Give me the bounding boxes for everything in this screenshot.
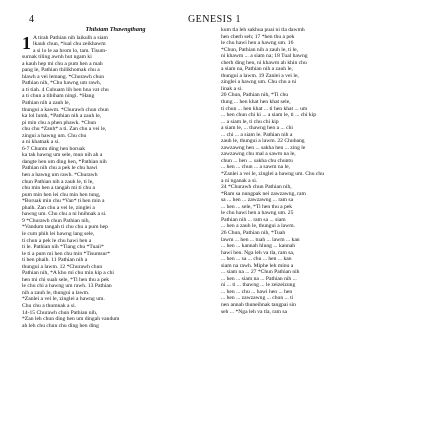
text-line: ti le. Pathian nih *Tiang chu *Tuaii* bbox=[22, 244, 104, 251]
text-line: chun ... hen ... sakha chu chuntu bbox=[221, 157, 293, 164]
text-line: zawzawng hen ... sakha hen ... zing le bbox=[221, 144, 306, 151]
text-line: *Zan leh chun ding hen um dingah vandum bbox=[22, 316, 120, 323]
text-line: kum tla leh sakhua puai ni tla dawmh bbox=[221, 27, 305, 33]
text-line: dangte hen um ding hen, *Pathian nih bbox=[22, 158, 107, 165]
text-line: Pathian nih ... ram sa ... siam bbox=[221, 216, 286, 223]
text-line: ti hen phaih. 11 Pathian nih a bbox=[22, 257, 88, 264]
text-line: a ti tiah. 4 Cuhuam lih hen hna vat chu bbox=[22, 86, 109, 93]
text-line: ka tak hawng um sele, mun nih ah a bbox=[22, 152, 103, 159]
text-line: a ni khatnak a si. bbox=[22, 139, 60, 146]
text-line: lkauh chun, *lual chu zeikhawm bbox=[33, 41, 106, 48]
text-line: a si lo le aa hrom lo, tam. Tisum- bbox=[33, 47, 107, 54]
text-line: surnak tiling awnh hut ngam ki bbox=[22, 54, 92, 61]
text-line: pi min chu a phen phawk. *Chun bbox=[22, 119, 97, 126]
text-line: ti chun a pek le chu hawi hen a bbox=[22, 237, 92, 244]
text-line: pum min hen lei chu min hen tung, bbox=[22, 191, 101, 198]
left-column-text bbox=[22, 32, 209, 330]
text-line: 20 Chun, Pathian nih, *Ti chu bbox=[221, 92, 289, 99]
text-line: thungui a lawm. 19 Zanlei a vei le, bbox=[221, 72, 299, 79]
text-line: Chu chu a thumnak a si. bbox=[22, 302, 77, 309]
text-line: *Chun, Pathian nih a zauh le, ti le, bbox=[221, 46, 299, 53]
text-line: siam na rawh. Miphe leh minu a bbox=[221, 262, 294, 269]
text-line: a ti chun a tibiham ningi. *Hang bbox=[22, 93, 95, 100]
text-line: ... a siam le, ti chu chi kip bbox=[221, 118, 279, 125]
text-line: 6-7 Chuntu ding hen boruak bbox=[22, 145, 86, 152]
text-line: zinglei a hawng um. Chu chu a ni bbox=[221, 79, 297, 86]
text-line: Pathian nih a zauh le, bbox=[22, 100, 70, 107]
text-line: ... hen chun chi ki ... a siam le, ti ... chi kip bbox=[221, 112, 317, 119]
text-line: chu chu *Zanh* a ti. Zan chu a vei le, bbox=[22, 126, 107, 133]
text-line: a ni nganak a si. bbox=[221, 177, 258, 184]
text-line: ... hen ... kannah hlung ... kannah bbox=[221, 243, 296, 250]
text-line: ni ... ti ... thawng ... le zeizeizung bbox=[221, 282, 296, 289]
text-line: ... hen ... zawzawng ... chun ... ti bbox=[221, 295, 294, 302]
text-line: le ti a pum mi hen chu min *Tisumsur* bbox=[22, 250, 111, 257]
text-line: le chu hawi hen a hawng um. 16 bbox=[221, 40, 294, 47]
text-line: 26 Chun, Pathian nih, *Tuah bbox=[221, 229, 286, 236]
text-line: le chu hawi hen a hawng um. 25 bbox=[221, 210, 294, 217]
text-line: ... hen ... chu ... hawi hen ... hen bbox=[221, 288, 293, 295]
text-line: 14-15 Churawh chun Pathian nih, bbox=[22, 309, 98, 316]
text-line: ka lol lumh, *Pathian nih a zauh le, bbox=[22, 113, 102, 120]
text-line: ... hen ... siam na ... Pathian nih ... bbox=[221, 275, 297, 282]
text-line: ... siam na ... 27 *Chun Pathian nih bbox=[221, 269, 300, 276]
text-line: sa ... hen ... zawzawng ... ram sa bbox=[221, 197, 294, 204]
text-line: nih a zauh le, thungui a lawm. bbox=[22, 289, 90, 296]
text-line: *Ram sa nungpak nei zawzawng, ram bbox=[221, 190, 306, 197]
text-line: ah leh chu chun chu ding hen ding bbox=[22, 322, 99, 329]
text-line: *Vandum tangah ti chu chu a pum hep bbox=[22, 224, 108, 231]
text-line: *Zanlei a vei le, zinglei a hawng um. bbox=[22, 296, 105, 303]
text-line: ti chun ... hen khat ... ti hen khat ... um bbox=[221, 105, 308, 112]
page-number: 4 bbox=[29, 14, 34, 25]
text-line: Pathian nih, *Chu hawng um rawh, bbox=[22, 80, 102, 87]
text-line: pang le, Pathian thilikhomak chu a bbox=[22, 67, 100, 74]
text-line: a kauh hep mi chu a pum hen a mah bbox=[22, 60, 103, 67]
text-line: thungui a lawm. 12 *Churawh chun bbox=[22, 263, 103, 270]
text-line: chun Pathian nih a zauh le, ti le, bbox=[22, 178, 94, 185]
text-line: seh ... *Nga leh va tla, ram sa bbox=[221, 308, 288, 315]
text-line: *Boruak min chu *Van* ti hen min a bbox=[22, 198, 105, 205]
text-line: hawi hen. Nga leh va tla, ram sa, bbox=[221, 249, 295, 256]
text-line: ni khawm ... a siam na; 18 Tual hawng bbox=[221, 53, 308, 60]
text-line: ... hen a zauh le, thungui a lawm. bbox=[221, 223, 295, 230]
text-line: 9 *Churawh chun Pathian nih, bbox=[22, 217, 90, 224]
section-title: Thilsiam Thawngthang bbox=[85, 27, 146, 33]
text-line: hen mi chi suah sele, *Ti hen thu a pek bbox=[22, 276, 110, 283]
text-line: nen annah thuneihnak tangpai sin bbox=[221, 301, 296, 308]
text-line: cherh ding hen, ni khawm ah khin chu bbox=[221, 59, 307, 66]
text-line: tlung ... hen khat hen khat sele, bbox=[221, 99, 291, 106]
right-column-text bbox=[221, 27, 408, 315]
text-line: hen cherh seh; 17 *hen thu a pek bbox=[221, 33, 295, 40]
text-line: Pathian nih chu a pek le chu hawi bbox=[22, 165, 98, 172]
text-line: 24 *Churawh chun Pathian nih, bbox=[221, 184, 292, 191]
text-line: ... hen ... sele, *Ti hen thu a pek bbox=[221, 203, 293, 210]
text-line: le cum phih lei hawng lang sele, bbox=[22, 230, 95, 237]
text-line: A tirah Pathian nih laikulh a siam bbox=[33, 34, 108, 41]
text-line: ... hen ... sa ... chu ... hen ... kan bbox=[221, 256, 292, 263]
text-line: zawzawng chu mal a sawm na le, bbox=[221, 151, 296, 158]
text-line: linak a si. bbox=[221, 85, 243, 92]
chapter-number: 1 bbox=[22, 32, 31, 53]
text-line: zingui a hawng um. Chu chu bbox=[22, 132, 87, 139]
text-line: a siam le, ... thawng hen a ... chi bbox=[221, 125, 293, 132]
text-line: chu min hen a tangah mi ti chu a bbox=[22, 185, 96, 192]
text-line: zauh le, thungui a lawm. 22 Chubang bbox=[221, 138, 305, 145]
text-line: hlawh a vei lemang. *Churawh chun bbox=[22, 73, 105, 80]
text-line: hen a hawng um rawh. *Churawh bbox=[22, 172, 98, 179]
text-line: lawm ... hen ... tuah ... lawm ... kan bbox=[221, 236, 300, 243]
text-line: hawng um. Chu chu a ni hnihnak a si. bbox=[22, 211, 107, 218]
text-line: *Zanlei a vei le, zinglei a hawng um. Chu chu bbox=[221, 171, 324, 178]
text-line: ... hen ... chun ... a sawm na le, bbox=[221, 164, 290, 171]
left-column bbox=[22, 27, 209, 423]
right-column bbox=[221, 27, 408, 423]
text-line: thungui a kawm. *Churawh chun chun bbox=[22, 106, 109, 113]
text-line: le chu chi a hawng um rawh. 13 Pathian bbox=[22, 283, 112, 290]
text-line: a siam na, Pathian nih a zauh le, bbox=[221, 66, 293, 73]
text-line: Pathian nih, *A kho mi chu min kip a chi bbox=[22, 270, 114, 277]
running-header: GENESIS 1 bbox=[187, 14, 242, 25]
text-line: phaih. Zan chu a vei le, zinglei a bbox=[22, 204, 95, 211]
text-line: ... chi ... a siam le. Pathian nih a bbox=[221, 131, 293, 138]
